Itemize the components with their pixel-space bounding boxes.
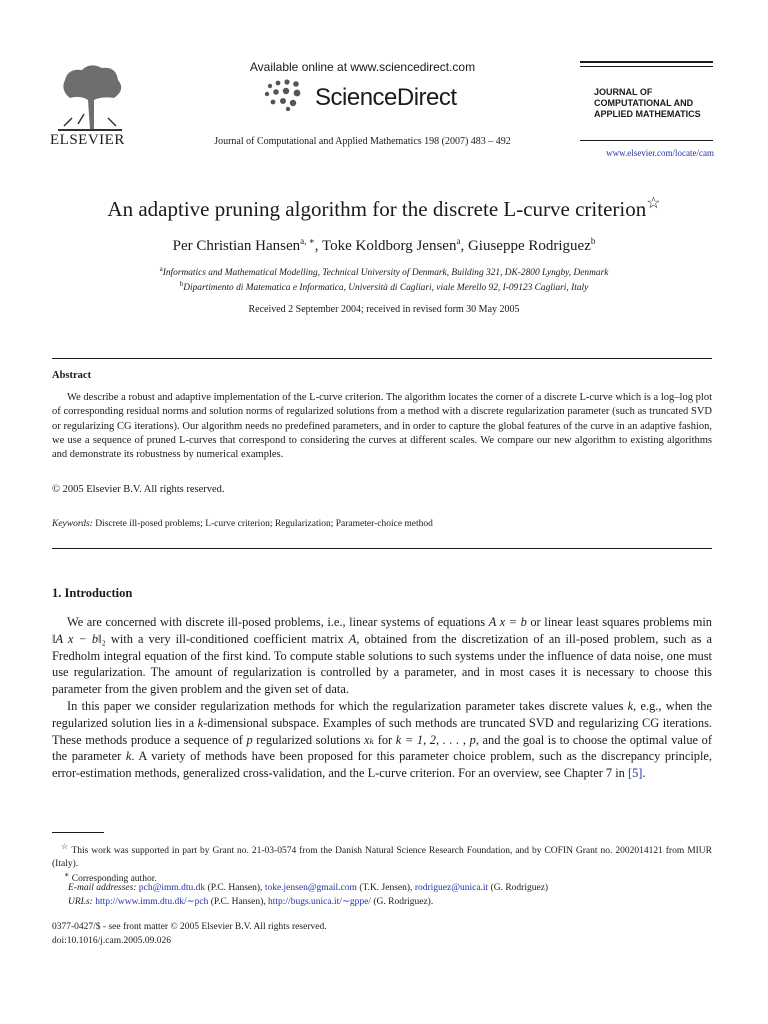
journal-rule (580, 66, 713, 67)
keywords (52, 519, 433, 529)
author-affiliation-mark[interactable]: a (456, 236, 461, 246)
sciencedirect-dots-icon (262, 78, 310, 112)
author-urls: URLs: http://www.imm.dtu.dk/∼pch (P.C. Hansen), http://bugs.unica.it/∼gppe/ (G. Rodriguez). (68, 897, 434, 907)
title-footnote-mark[interactable]: ☆ (646, 195, 661, 212)
footnote-rule (52, 832, 104, 833)
journal-name: JOURNAL OF COMPUTATIONAL AND APPLIED MATHEMATICS (594, 87, 701, 119)
affiliation-mark: a (159, 265, 163, 273)
email-link[interactable]: pch@imm.dtu.dk (138, 883, 206, 893)
email-addresses: E-mail addresses: pch@imm.dtu.dk (P.C. Hansen), toke.jensen@gmail.com (T.K. Jensen), rodriguez@unica.it (G. Rodriguez) (68, 883, 549, 893)
affiliation (20, 280, 748, 293)
journal-url-link[interactable]: www.elsevier.com/locate/cam (606, 148, 714, 158)
elsevier-tree-logo (50, 60, 130, 132)
corresponding-author-note: ∗ Corresponding author. (64, 870, 157, 885)
author-list: Per Christian Hansen$^{a, ∗}$, Toke Koldborg Jensen$^a$, Giuseppe Rodriguez$^b$ (172, 236, 596, 254)
author-name: Toke Koldborg Jensen (321, 238, 457, 254)
sciencedirect-wordmark: ScienceDirect (315, 84, 457, 111)
affiliation-text: Informatics and Mathematical Modelling, Technical University of Denmark, Building 321, DK-2800 Lyngby, Denmark (162, 268, 609, 279)
url-link[interactable]: http://www.imm.dtu.dk/∼pch (95, 897, 209, 907)
available-online: Available online at www.sciencedirect.com (249, 60, 476, 74)
email-link[interactable]: rodriguez@unica.it (414, 883, 489, 893)
journal-citation: Journal of Computational and Applied Mathematics 198 (2007) 483 – 492 (214, 136, 511, 147)
affiliation-text: Dipartimento di Matematica e Informatica, Università di Cagliari, viale Merello 92, I-09123 Cagliari, Italy (183, 283, 589, 294)
publisher-name: ELSEVIER (50, 132, 125, 148)
funding-footnote: ☆ This work was supported in part by Grant no. 21-03-0574 from the Danish Natural Science Research Foundation, and by COFIN Grant no. 2002014121 from MIUR (Italy). (52, 842, 712, 870)
received-dates: Received 2 September 2004; received in revised form 30 May 2005 (248, 304, 520, 315)
abstract-body: We describe a robust and adaptive implementation of the L-curve criterion. The algorithm locates the corner of a discrete L-curve which is a log–log plot of corresponding residual norms and solution norms of regularized solutions from a method with a discrete regularization parameter (such as truncated SVD or regularizing CG iterations). Our algorithm needs no predefined parameters, and in order to capture the global features of the curve in an adaptive fashion, we use a sequence of pruned L-curves that correspond to considering the curves at different scales. We compare our new algorithm to existing algorithms and demonstrate its robustness by numerical examples. (52, 392, 712, 461)
author-name: Giuseppe Rodriguez (467, 238, 591, 254)
author-affiliation-mark[interactable]: a, ∗ (300, 236, 315, 246)
article-title (20, 193, 748, 222)
keywords-list: Discrete ill-posed problems; L-curve criterion; Regularization; Parameter-choice method (95, 519, 433, 529)
issn-line: 0377-0427/$ - see front matter © 2005 Elsevier B.V. All rights reserved. (52, 922, 327, 932)
author-affiliation-mark[interactable]: b (590, 236, 596, 246)
email-link[interactable]: toke.jensen@gmail.com (264, 883, 357, 893)
title-text: An adaptive pruning algorithm for the discrete L-curve criterion (107, 197, 647, 221)
intro-paragraph-2: In this paper we consider regularization methods for which the regularization parameter takes discrete values k, e.g., when the regularized solution lies in a k-dimensional subspace. Examples of such methods are truncated SVD and regularizing CG iterations. These methods produce a sequence of p regularized solutions xₖ for k = 1, 2, . . . , p, and the goal is to choose the optimal value of the parameter k. A variety of methods have been proposed for this parameter choice problem, such as the discrepancy principle, error-estimation methods, generalized cross-validation, and the L-curve criterion. For an overview, see Chapter 7 in [5]. (52, 699, 713, 781)
journal-rule (580, 61, 713, 63)
section-heading: 1. Introduction (52, 586, 133, 600)
affiliation-mark: b (179, 280, 184, 288)
citation-link[interactable]: [5] (627, 766, 643, 781)
keywords-label: Keywords: (52, 519, 93, 529)
abstract-copyright: © 2005 Elsevier B.V. All rights reserved. (52, 484, 225, 495)
url-link[interactable]: http://bugs.unica.it/∼gppe/ (268, 897, 371, 907)
abstract-heading: Abstract (52, 370, 92, 381)
journal-rule (580, 140, 713, 141)
affiliation (20, 265, 748, 278)
section-divider (52, 358, 712, 359)
intro-paragraph-1: We are concerned with discrete ill-posed problems, i.e., linear systems of equations A x = b or linear least squares problems min ‖A x − b‖₂ with a very ill-conditioned coefficient matrix A, obtained from the discretization of an ill-posed problem, such as a Fredholm integral equation of the first kind. To compute stable solutions to such systems under the influence of data noise, one must use regularization. The amount of regularization is controlled by a parameter, and in most cases it is necessary to choose this parameter from the given problem and the given set of data. (52, 615, 712, 697)
author-name: Per Christian Hansen (172, 238, 301, 254)
section-divider (52, 548, 712, 549)
doi-line[interactable]: doi:10.1016/j.cam.2005.09.026 (52, 936, 172, 946)
